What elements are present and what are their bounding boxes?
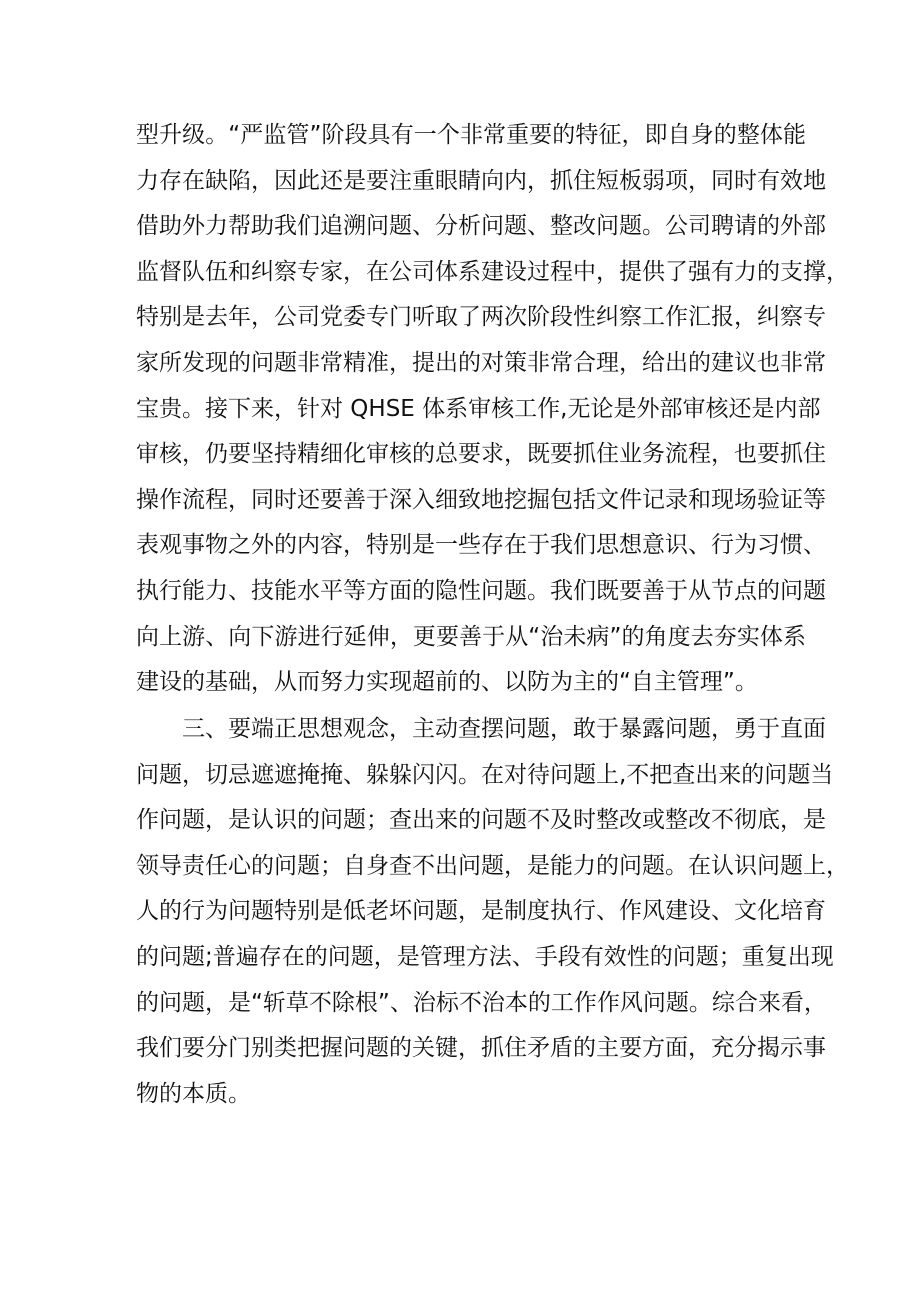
- text-line: 借助外力帮助我们追溯问题、分析问题、整改问题。公司聘请的外部: [136, 213, 826, 240]
- text-line: 宝贵。接下来，针对 QHSE 体系审核工作,无论是外部审核还是内部: [136, 395, 821, 422]
- text-line: 物的本质。: [136, 1080, 251, 1107]
- text-line: 的问题;普遍存在的问题，是管理方法、手段有效性的问题；重复出现: [136, 944, 834, 971]
- text-line: 向上游、向下游进行延伸，更要善于从“治未病”的角度去夯实体系: [136, 623, 806, 650]
- text-line: 领导责任心的问题；自身查不出问题，是能力的问题。在认识问题上，: [136, 852, 849, 879]
- paragraph-1: [136, 113, 849, 706]
- body-text: [136, 113, 849, 1117]
- text-line: 的问题，是“斩草不除根”、治标不治本的工作作风问题。综合来看，: [136, 989, 827, 1016]
- text-line: 监督队伍和纠察专家，在公司体系建设过程中，提供了强有力的支撑，: [136, 258, 849, 285]
- text-line: 执行能力、技能水平等方面的隐性问题。我们既要善于从节点的问题: [136, 577, 826, 604]
- text-line: 家所发现的问题非常精准，提出的对策非常合理，给出的建议也非常: [136, 349, 826, 376]
- text-line: 建设的基础，从而努力实现超前的、以防为主的“自主管理”。: [136, 669, 758, 696]
- text-line: 三、要端正思想观念，主动查摆问题，敢于暴露问题，勇于直面: [182, 716, 826, 743]
- text-line: 表观事物之外的内容，特别是一些存在于我们思想意识、行为习惯、: [136, 532, 826, 559]
- paragraph-2: [136, 707, 849, 1117]
- text-line: 问题，切忌遮遮掩掩、躲躲闪闪。在对待问题上,不把查出来的问题当: [136, 761, 834, 788]
- text-line: 我们要分门别类把握问题的关键，抓住矛盾的主要方面，充分揭示事: [136, 1035, 826, 1062]
- text-line: 力存在缺陷，因此还是要注重眼睛向内，抓住短板弱项，同时有效地: [136, 167, 826, 194]
- text-line: 审核，仍要坚持精细化审核的总要求，既要抓住业务流程，也要抓住: [136, 441, 826, 468]
- text-line: 操作流程，同时还要善于深入细致地挖掘包括文件记录和现场验证等: [136, 486, 826, 513]
- text-line: 作问题，是认识的问题；查出来的问题不及时整改或整改不彻底，是: [136, 807, 826, 834]
- text-line: 特别是去年，公司党委专门听取了两次阶段性纠察工作汇报，纠察专: [136, 304, 826, 331]
- text-line: 人的行为问题特别是低老坏问题，是制度执行、作风建设、文化培育: [136, 898, 826, 925]
- text-line: 型升级。“严监管”阶段具有一个非常重要的特征，即自身的整体能: [136, 122, 806, 148]
